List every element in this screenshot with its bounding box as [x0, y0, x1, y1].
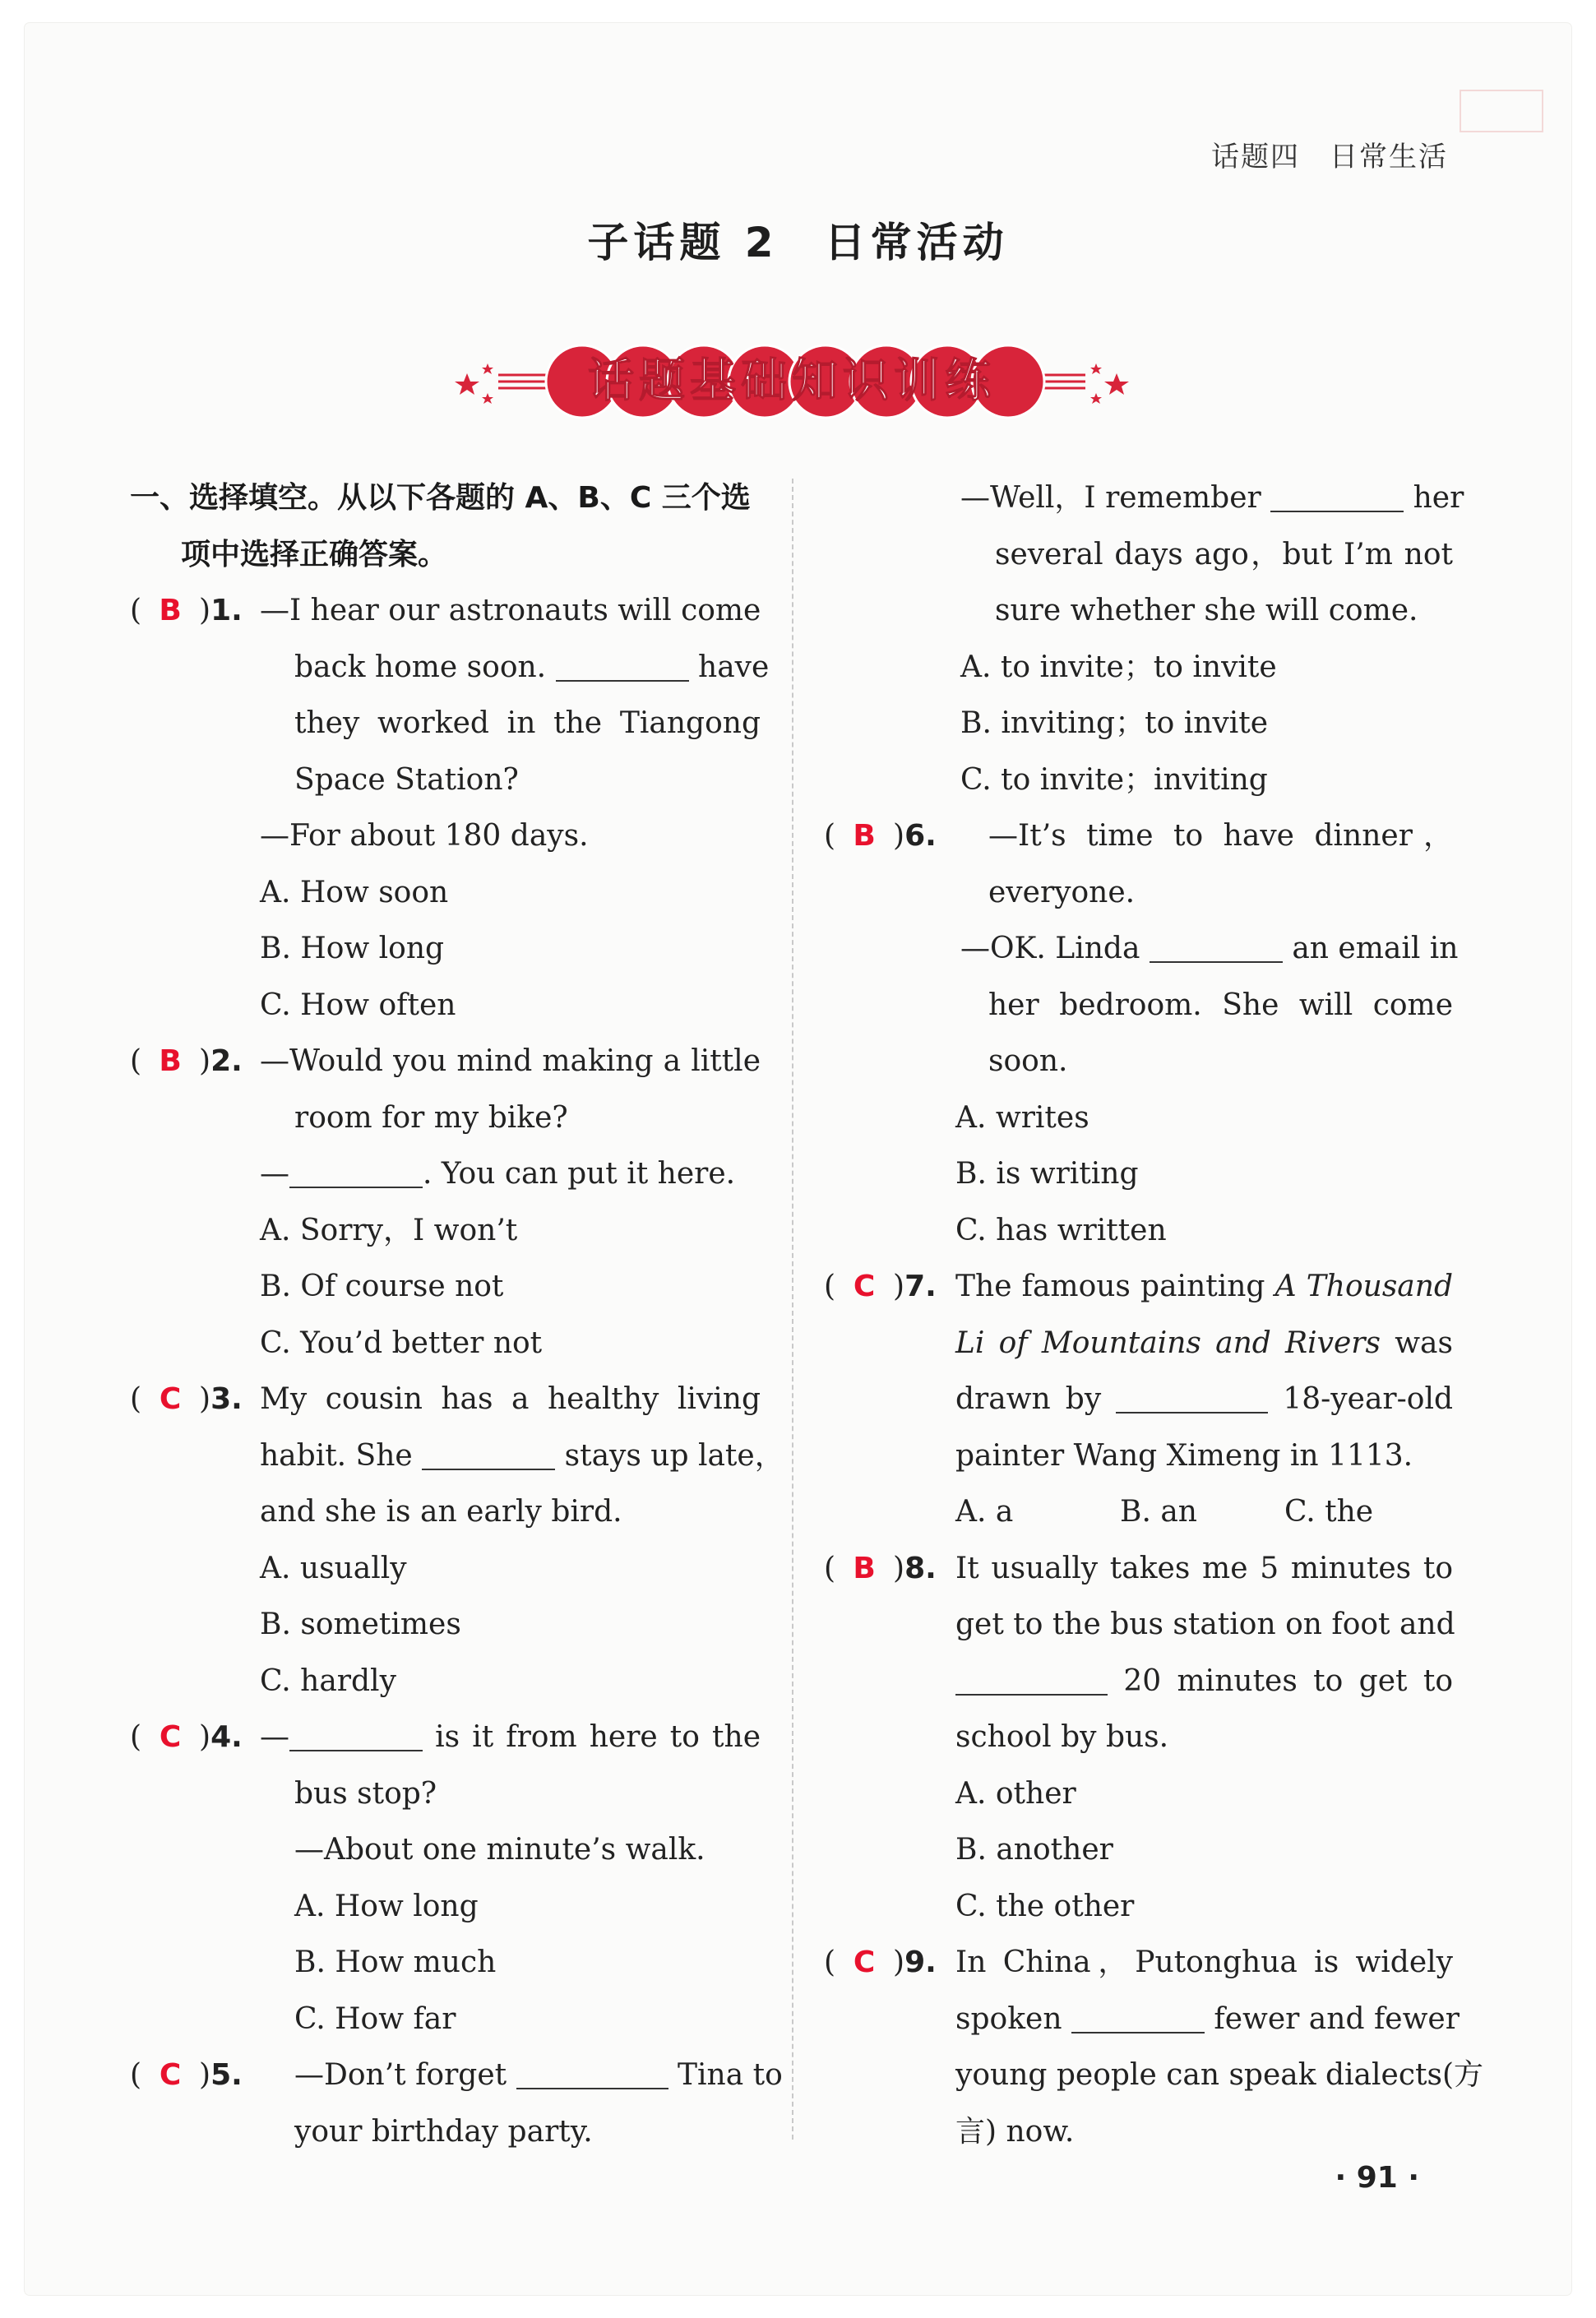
question-line: several days ago，but I’m not [995, 537, 1453, 571]
faint-stamp [1456, 82, 1547, 140]
section-heading-line1: 一、选择填空。从以下各题的 A、B、C 三个选 [130, 481, 751, 515]
question-line [294, 2047, 783, 2104]
page-title: 子话题 2 日常活动 [587, 219, 1009, 266]
question-line: school by bus. [955, 1720, 1169, 1754]
answer-9: C [853, 1946, 876, 1979]
option-c: C. How far [294, 2001, 456, 2036]
question-3 [130, 1372, 784, 1710]
page-number: · 91 · [1335, 2161, 1419, 2195]
question-9-number: 9. [904, 1946, 937, 1979]
option-b: B. inviting；to invite [960, 706, 1269, 740]
question-line: room for my bike? [294, 1100, 568, 1135]
text-before-blank: —Don’t forget [294, 2058, 507, 2092]
answer-2: B [159, 1044, 182, 1078]
option-c: C. You’d better not [260, 1326, 543, 1360]
answer-blank [1270, 509, 1404, 512]
topic-header: 话题四 日常生活 [1211, 141, 1448, 174]
question-7 [824, 1259, 1453, 1541]
question-line [955, 1259, 1453, 1316]
question-5-number: 5. [210, 2058, 243, 2092]
question-9-head: ( C )9. [824, 1935, 937, 1992]
question-line [294, 640, 770, 696]
option-a: A. Sorry，I won’t [260, 1213, 518, 1247]
left-column [130, 470, 784, 2160]
question-6-number: 6. [904, 819, 937, 853]
answer-blank [955, 1692, 1108, 1696]
question-3-head: ( C )3. [130, 1372, 243, 1428]
question-2-number: 2. [210, 1044, 243, 1078]
question-1-number: 1. [210, 594, 243, 627]
painting-title-italic: Li of Mountains and Rivers [955, 1326, 1381, 1360]
option-b: B. How long [260, 932, 445, 965]
text-before-blank: — [260, 1720, 423, 1754]
banner-title: 话题基础知识训练 [588, 354, 996, 408]
question-3-number: 3. [210, 1382, 243, 1416]
option-b: B. How much [294, 1946, 497, 1979]
question-line: 言) now. [955, 2114, 1075, 2149]
question-line: In China，Putonghua is widely [955, 1946, 1453, 1979]
text-plain: was [1395, 1326, 1453, 1360]
question-line: painter Wang Ximeng in 1113. [955, 1438, 1413, 1473]
question-line [955, 1372, 1453, 1428]
question-line: —Would you mind making a little [260, 1044, 761, 1078]
question-line: — . You can put it here. [260, 1157, 736, 1191]
answer-blank [422, 1467, 555, 1470]
option-a: A. usually [260, 1551, 407, 1585]
text-after-blank: is it from here to the [435, 1720, 761, 1754]
answer-1: B [159, 594, 182, 627]
question-line: young people can speak dialects(方 [955, 2058, 1483, 2092]
question-6-head: ( B )6. [824, 808, 937, 865]
question-line: they worked in the Tiangong [294, 706, 761, 740]
question-line [960, 470, 1464, 527]
question-line: Space Station? [294, 762, 519, 797]
question-line: soon. [988, 1044, 1068, 1078]
option-c: C. hardly [260, 1663, 396, 1698]
question-line: and she is an early bird. [260, 1495, 622, 1529]
question-line: bus stop? [294, 1776, 437, 1811]
question-line: —For about 180 days. [260, 819, 589, 853]
question-8-number: 8. [904, 1551, 937, 1585]
option-c: C. the [1284, 1495, 1374, 1529]
option-a: A. How soon [260, 875, 449, 909]
answer-3: C [159, 1382, 182, 1416]
option-b: B. another [955, 1833, 1113, 1867]
answer-blank [1150, 960, 1283, 963]
option-b: B. sometimes [260, 1608, 461, 1641]
option-a: A. a [955, 1495, 1014, 1529]
option-a: A. How long [294, 1889, 479, 1923]
text-before-blank: —Well，I remember [960, 481, 1261, 515]
answer-blank [289, 1185, 423, 1188]
text-after-blank: Tina to [678, 2058, 783, 2092]
text-before-blank: drawn by [955, 1382, 1102, 1416]
question-line: —About one minute’s walk. [294, 1833, 705, 1867]
question-8 [824, 1541, 1453, 1936]
question-5 [130, 2047, 783, 2160]
question-5-continued [824, 470, 1464, 808]
options-row [955, 1484, 1453, 1541]
answer-4: C [159, 1720, 182, 1754]
question-line [260, 1428, 784, 1485]
question-line [955, 1992, 1460, 2048]
option-a: A. other [955, 1776, 1076, 1811]
answer-8: B [853, 1551, 876, 1585]
question-5-head: ( C )5. [130, 2047, 243, 2104]
question-line: sure whether she will come. [995, 594, 1418, 627]
text-before-blank: spoken [955, 2001, 1062, 2036]
question-8-head: ( B )8. [824, 1541, 937, 1598]
option-b: B. is writing [955, 1157, 1139, 1191]
question-line: My cousin has a healthy living [260, 1382, 761, 1416]
question-2-head: ( B )2. [130, 1034, 243, 1090]
question-2 [130, 1034, 761, 1372]
text-after-blank: 20 minutes to get to [1123, 1663, 1453, 1698]
option-c: C. How often [260, 988, 456, 1022]
column-divider [792, 479, 793, 2140]
option-b: B. Of course not [260, 1270, 504, 1303]
answer-blank [289, 1748, 423, 1751]
question-line [960, 921, 1459, 978]
question-4-head: ( C )4. [130, 1710, 243, 1766]
question-line [260, 1710, 761, 1766]
question-7-number: 7. [904, 1270, 937, 1303]
answer-blank [516, 2086, 668, 2089]
answer-7: C [853, 1270, 876, 1303]
question-line: —It’s time to have dinner， [988, 819, 1453, 853]
text-after-blank: her [1413, 481, 1464, 515]
question-line: your birthday party. [294, 2114, 593, 2149]
text-after-blank: have [698, 650, 770, 684]
answer-6: B [853, 819, 876, 853]
question-line: get to the bus station on foot and [955, 1608, 1455, 1641]
right-column [824, 470, 1483, 2160]
text-after-blank: 18-year-old [1283, 1382, 1454, 1416]
section-heading [130, 470, 761, 583]
question-line: her bedroom. She will come [988, 988, 1453, 1022]
question-4 [130, 1710, 761, 2047]
question-line: —I hear our astronauts will come [260, 594, 761, 627]
option-a: A. writes [955, 1100, 1089, 1135]
question-line [955, 1316, 1453, 1372]
text-before-blank: back home soon. [294, 650, 547, 684]
option-a: A. to invite；to invite [960, 650, 1277, 684]
question-7-head: ( C )7. [824, 1259, 937, 1316]
text-plain: The famous painting [955, 1270, 1265, 1303]
text-after-blank: an email in [1292, 932, 1459, 965]
answer-blank [1116, 1410, 1268, 1413]
question-line [955, 1654, 1453, 1710]
option-c: C. has written [955, 1213, 1167, 1247]
question-1-head: ( B )1. [130, 583, 243, 640]
question-9 [824, 1935, 1483, 2160]
question-1 [130, 583, 770, 1034]
painting-title-italic: A Thousand [1274, 1270, 1453, 1303]
section-heading-line2: 项中选择正确答案。 [181, 537, 448, 571]
question-6 [824, 808, 1459, 1259]
question-line: everyone. [988, 875, 1136, 909]
answer-blank [556, 678, 689, 682]
text-after-blank: fewer and fewer [1214, 2001, 1460, 2036]
answer-blank [1071, 2030, 1205, 2033]
question-line: It usually takes me 5 minutes to [955, 1551, 1453, 1585]
option-c: C. to invite；inviting [960, 762, 1268, 797]
text-before-blank: —OK. Linda [960, 932, 1140, 965]
answer-5: C [159, 2058, 182, 2092]
question-4-number: 4. [210, 1720, 243, 1754]
text-before-blank: habit. She [260, 1438, 413, 1473]
text-after-blank: stays up late， [564, 1438, 784, 1473]
section-banner [451, 335, 1133, 428]
option-c: C. the other [955, 1889, 1135, 1923]
option-b: B. an [1120, 1495, 1197, 1529]
